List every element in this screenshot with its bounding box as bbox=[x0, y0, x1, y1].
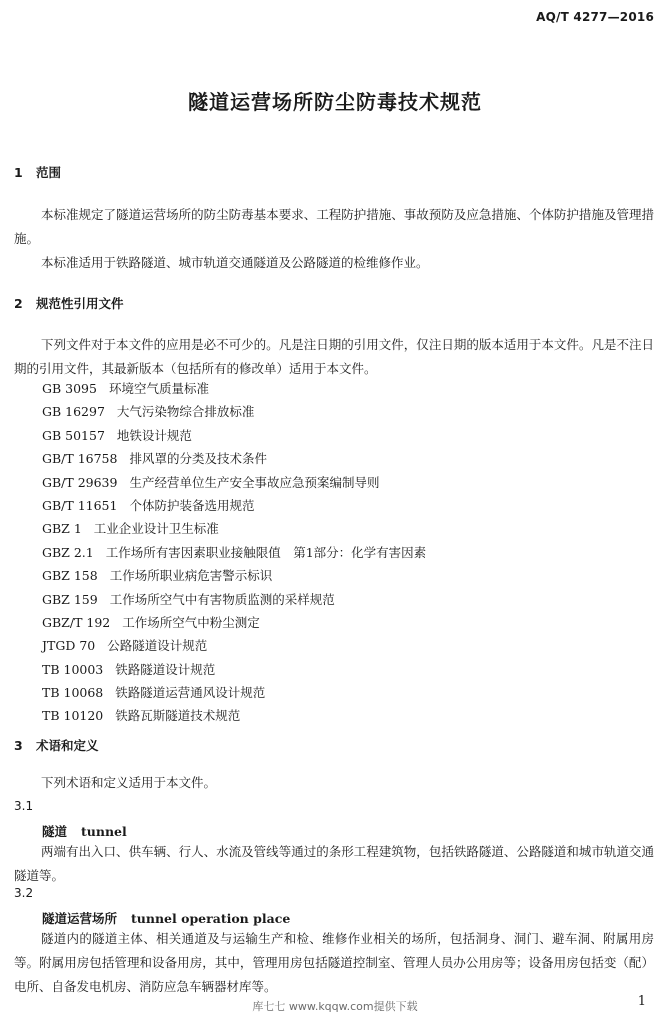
reference-code: TB 10120 bbox=[42, 708, 104, 724]
reference-item bbox=[42, 704, 426, 727]
reference-item bbox=[42, 517, 426, 540]
section-2-heading bbox=[14, 294, 124, 312]
section-1-heading bbox=[14, 163, 61, 181]
reference-title: 工作场所职业病危害警示标识 bbox=[109, 568, 273, 584]
reference-item bbox=[42, 447, 426, 470]
reference-item bbox=[42, 377, 426, 400]
term-definition: 隧道内的隧道主体、相关通道及与运输生产和检、维修作业相关的场所，包括洞身、洞门、避车洞、附属用房等。附属用房包括管理和设备用房，其中，管理用房包括隧道控制室、管理人员办公用房等；设备用房包括变（配）电所、自备发电机房、消防应急车辆器材库等。 bbox=[14, 931, 654, 994]
term-heading bbox=[42, 822, 127, 840]
section-number: 1 bbox=[14, 165, 23, 180]
reference-code: GB/T 11651 bbox=[42, 497, 118, 513]
term-en: tunnel operation place bbox=[131, 911, 291, 926]
clause-number: 3.1 bbox=[14, 799, 34, 813]
reference-item bbox=[42, 658, 426, 681]
reference-code: GBZ 1 bbox=[42, 521, 82, 537]
reference-title: 工作场所空气中粉尘测定 bbox=[122, 614, 260, 630]
section-2-paragraph-1: 下列文件对于本文件的应用是必不可少的。凡是注日期的引用文件，仅注日期的版本适用于本文件。凡是不注日期的引用文件，其最新版本（包括所有的修改单）适用于本文件。 bbox=[14, 337, 654, 376]
term-heading bbox=[42, 909, 290, 927]
reference-code: GBZ 158 bbox=[42, 568, 98, 584]
document-title: 隧道运营场所防尘防毒技术规范 bbox=[188, 90, 482, 114]
reference-item bbox=[42, 588, 426, 611]
reference-code: GB/T 16758 bbox=[42, 451, 118, 467]
reference-code: TB 10068 bbox=[42, 685, 104, 701]
reference-code: TB 10003 bbox=[42, 661, 104, 677]
term-en: tunnel bbox=[81, 824, 127, 839]
reference-title: 环境空气质量标准 bbox=[108, 381, 209, 396]
reference-title: 个体防护装备选用规范 bbox=[129, 497, 255, 513]
normative-reference-list bbox=[42, 377, 426, 728]
reference-code: GBZ 2.1 bbox=[42, 544, 94, 560]
reference-item bbox=[42, 541, 426, 564]
reference-title: 地铁设计规范 bbox=[116, 427, 192, 443]
reference-code: GBZ/T 192 bbox=[42, 614, 111, 630]
reference-title: 工业企业设计卫生标准 bbox=[93, 521, 219, 537]
reference-title: 铁路隧道运营通风设计规范 bbox=[115, 685, 266, 701]
reference-code: GB 16297 bbox=[42, 404, 105, 420]
reference-title: 公路隧道设计规范 bbox=[107, 638, 208, 654]
reference-title: 工作场所空气中有害物质监测的采样规范 bbox=[109, 591, 335, 607]
section-number: 2 bbox=[14, 296, 23, 311]
reference-title: 排风罩的分类及技术条件 bbox=[129, 451, 267, 467]
reference-code: GB/T 29639 bbox=[42, 474, 118, 490]
section-1-paragraph-2: 本标准适用于铁路隧道、城市轨道交通隧道及公路隧道的检维修作业。 bbox=[41, 255, 429, 270]
reference-item bbox=[42, 611, 426, 634]
section-title: 术语和定义 bbox=[36, 738, 99, 753]
term-definition: 两端有出入口、供车辆、行人、水流及管线等通过的条形工程建筑物，包括铁路隧道、公路隧道和城市轨道交通隧道等。 bbox=[14, 844, 654, 883]
reference-title: 大气污染物综合排放标准 bbox=[116, 404, 255, 420]
reference-code: GB 3095 bbox=[42, 381, 97, 396]
section-title: 范围 bbox=[36, 165, 62, 180]
term-zh: 隧道运营场所 bbox=[42, 911, 118, 926]
reference-item bbox=[42, 681, 426, 704]
reference-title: 生产经营单位生产安全事故应急预案编制导则 bbox=[129, 474, 380, 490]
standard-code: AQ/T 4277—2016 bbox=[536, 10, 654, 24]
download-watermark: 库七七 www.kqqw.com提供下载 bbox=[252, 1000, 418, 1013]
section-number: 3 bbox=[14, 738, 23, 753]
reference-code: GBZ 159 bbox=[42, 591, 98, 607]
page-number: 1 bbox=[637, 994, 646, 1009]
term-zh: 隧道 bbox=[42, 824, 68, 839]
reference-title: 工作场所有害因素职业接触限值 第1部分：化学有害因素 bbox=[105, 544, 427, 560]
reference-item bbox=[42, 471, 426, 494]
reference-code: GB 50157 bbox=[42, 427, 105, 443]
reference-item bbox=[42, 424, 426, 447]
section-title: 规范性引用文件 bbox=[36, 296, 124, 311]
section-3-heading bbox=[14, 736, 99, 754]
reference-title: 铁路瓦斯隧道技术规范 bbox=[115, 708, 241, 724]
reference-title: 铁路隧道设计规范 bbox=[115, 661, 216, 677]
reference-item bbox=[42, 400, 426, 423]
reference-code: JTGD 70 bbox=[42, 638, 96, 654]
reference-item bbox=[42, 564, 426, 587]
section-1-paragraph-1: 本标准规定了隧道运营场所的防尘防毒基本要求、工程防护措施、事故预防及应急措施、个体防护措施及管理措施。 bbox=[14, 207, 654, 246]
reference-item bbox=[42, 494, 426, 517]
reference-item bbox=[42, 634, 426, 657]
section-3-paragraph-1: 下列术语和定义适用于本文件。 bbox=[41, 775, 217, 790]
clause-number: 3.2 bbox=[14, 886, 34, 900]
